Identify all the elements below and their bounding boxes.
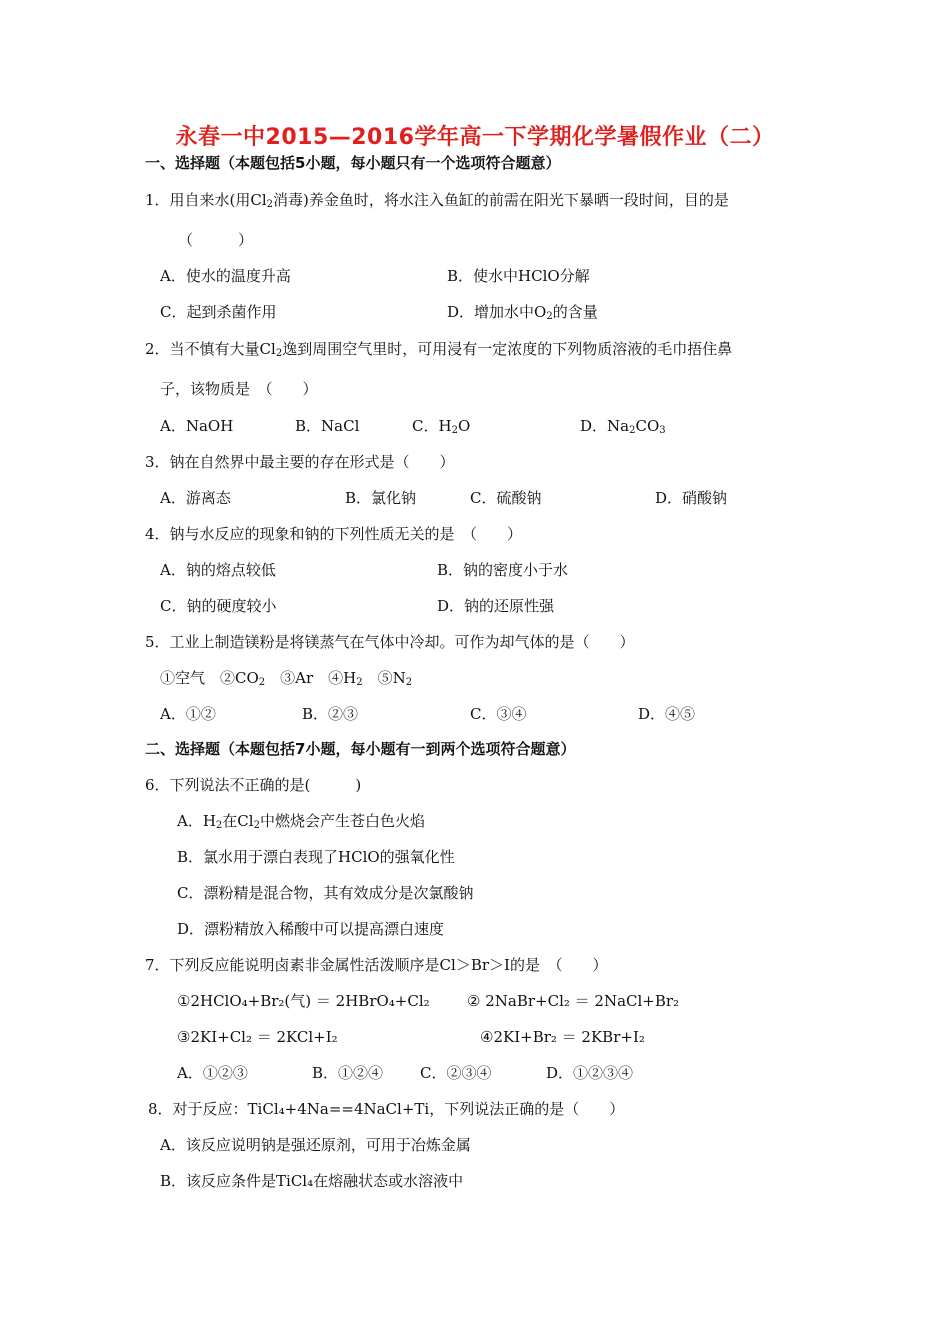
question-1-option-c: C．起到杀菌作用 bbox=[160, 303, 277, 321]
question-6-option-d: D．漂粉精放入稀酸中可以提高漂白速度 bbox=[177, 920, 445, 938]
question-7-reaction-4: ④2KI+Br₂ ＝ 2KBr+I₂ bbox=[480, 1028, 645, 1046]
question-7-stem: 7．下列反应能说明卤素非金属性活泼顺序是Cl＞Br＞I的是 （ ） bbox=[145, 956, 608, 974]
question-2-stem: 2．当不慎有大量$Cl_2$逸到周围空气里时，可用浸有一定浓度的下列物质溶液的毛巾捂住鼻 bbox=[145, 340, 733, 359]
page-title: 永春一中2015—2016学年高一下学期化学暑假作业（二） bbox=[175, 125, 775, 150]
question-7-option-d: D．①②③④ bbox=[546, 1064, 634, 1082]
question-2-option-b: B．NaCl bbox=[295, 417, 360, 435]
question-7-option-a: A．①②③ bbox=[177, 1064, 248, 1082]
question-5-stem: 5．工业上制造镁粉是将镁蒸气在气体中冷却。可作为却气体的是（ ） bbox=[145, 633, 635, 651]
question-7-reaction-1: ①2HClO₄+Br₂(气) ＝ 2HBrO₄+Cl₂ bbox=[177, 992, 430, 1010]
question-4-option-a: A．钠的熔点较低 bbox=[160, 561, 276, 579]
question-5-option-b: B．②③ bbox=[302, 705, 359, 723]
question-4-option-b: B．钠的密度小于水 bbox=[437, 561, 569, 579]
question-6-option-a: A．$H_2$在$Cl_2$中燃烧会产生苍白色火焰 bbox=[177, 812, 425, 831]
question-8-stem: 8．对于反应：TiCl₄+4Na==4NaCl+Ti，下列说法正确的是（ ） bbox=[148, 1100, 625, 1118]
question-4-stem: 4．钠与水反应的现象和钠的下列性质无关的是 （ ） bbox=[145, 525, 523, 543]
question-1-option-b: B．使水中HClO分解 bbox=[447, 267, 590, 285]
section-heading-2: 二、选择题（本题包括7小题，每小题有一到两个选项符合题意） bbox=[145, 740, 576, 758]
question-2-stem-cont: 子，该物质是 （ ） bbox=[160, 380, 318, 398]
question-2-option-a: A．NaOH bbox=[160, 417, 234, 435]
question-8-option-a: A．该反应说明钠是强还原剂，可用于冶炼金属 bbox=[160, 1136, 471, 1154]
question-1-option-a: A．使水的温度升高 bbox=[160, 267, 291, 285]
question-5-option-c: C．③④ bbox=[470, 705, 527, 723]
question-6-option-b: B．氯水用于漂白表现了HClO的强氧化性 bbox=[177, 848, 455, 866]
question-7-option-c: C．②③④ bbox=[420, 1064, 492, 1082]
question-6-option-c: C．漂粉精是混合物，其有效成分是次氯酸钠 bbox=[177, 884, 474, 902]
question-3-option-a: A．游离态 bbox=[160, 489, 231, 507]
question-6-stem: 6．下列说法不正确的是( ) bbox=[145, 776, 362, 794]
question-4-option-c: C．钠的硬度较小 bbox=[160, 597, 277, 615]
question-7-reaction-2: ② 2NaBr+Cl₂ ＝ 2NaCl+Br₂ bbox=[467, 992, 680, 1010]
question-3-stem: 3．钠在自然界中最主要的存在形式是（ ） bbox=[145, 453, 455, 471]
question-2-option-c: C．$H_2O$ bbox=[412, 417, 471, 436]
question-4-option-d: D．钠的还原性强 bbox=[437, 597, 555, 615]
question-5-option-d: D．④⑤ bbox=[638, 705, 696, 723]
question-5-option-a: A．①② bbox=[160, 705, 216, 723]
question-7-option-b: B．①②④ bbox=[312, 1064, 384, 1082]
question-2-option-d: D．$Na_2CO_3$ bbox=[580, 417, 666, 436]
question-7-reaction-3: ③2KI+Cl₂ ＝ 2KCl+I₂ bbox=[177, 1028, 338, 1046]
section-heading-1: 一、选择题（本题包括5小题，每小题只有一个选项符合题意） bbox=[145, 154, 561, 172]
question-3-option-b: B．氯化钠 bbox=[345, 489, 417, 507]
question-1-option-d: D．增加水中$O_2$的含量 bbox=[447, 303, 598, 322]
question-1-stem: 1．用自来水(用$Cl_2$消毒)养金鱼时，将水注入鱼缸的前需在阳光下暴晒一段时间，目的是 bbox=[145, 191, 729, 210]
question-8-option-b: B．该反应条件是TiCl₄在熔融状态或水溶液中 bbox=[160, 1172, 464, 1190]
question-5-items: ①空气 $②CO_2$ ③Ar $④H_2$ $⑤N_2$ bbox=[160, 669, 413, 688]
question-1-answer-blank: （ ） bbox=[178, 231, 254, 249]
question-3-option-c: C．硫酸钠 bbox=[470, 489, 542, 507]
question-3-option-d: D．硝酸钠 bbox=[655, 489, 728, 507]
